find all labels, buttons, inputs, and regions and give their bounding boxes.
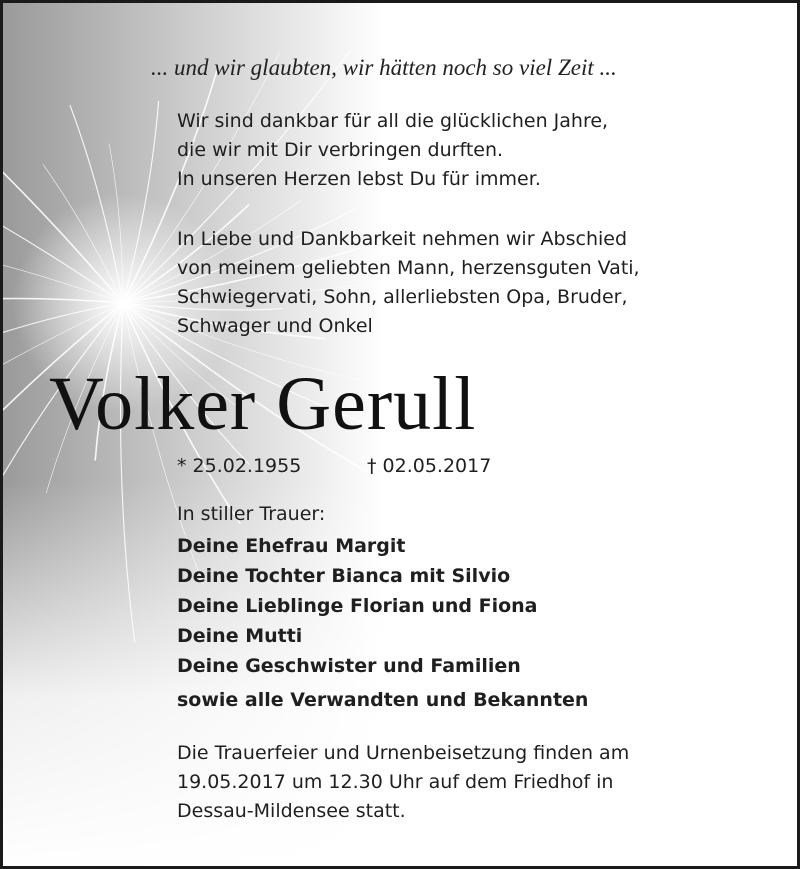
birth-date: * 25.02.1955 xyxy=(177,455,302,477)
deceased-name: Volker Gerull xyxy=(49,362,477,446)
mourner-item: Deine Mutti xyxy=(177,625,303,647)
mourner-item: sowie alle Verwandten und Bekannten xyxy=(177,689,589,711)
funeral-line: Dessau-Mildensee statt. xyxy=(177,800,406,822)
mourner-item: Deine Geschwister und Familien xyxy=(177,655,521,677)
funeral-line: Die Trauerfeier und Urnenbeisetzung finden am xyxy=(177,742,630,764)
funeral-info xyxy=(177,739,629,826)
death-date: † 02.05.2017 xyxy=(367,455,492,477)
mourner-item: Deine Lieblinge Florian und Fiona xyxy=(177,595,538,617)
funeral-line: 19.05.2017 um 12.30 Uhr auf dem Friedhof in xyxy=(177,771,614,793)
farewell-line: Schwiegervati, Sohn, allerliebsten Opa, Bruder, xyxy=(177,286,628,308)
gratitude-line: die wir mit Dir verbringen durften. xyxy=(177,139,504,161)
mourner-item: Deine Ehefrau Margit xyxy=(177,535,406,557)
farewell-line: Schwager und Onkel xyxy=(177,315,373,337)
mourning-intro: In stiller Trauer: xyxy=(177,503,326,525)
gratitude-line: In unseren Herzen lebst Du für immer. xyxy=(177,168,541,190)
mourner-item: Deine Tochter Bianca mit Silvio xyxy=(177,565,511,587)
farewell-paragraph xyxy=(177,225,640,341)
mourners-list xyxy=(177,531,588,715)
farewell-line: In Liebe und Dankbarkeit nehmen wir Abschied xyxy=(177,228,628,250)
gratitude-line: Wir sind dankbar für all die glücklichen Jahre, xyxy=(177,110,609,132)
gratitude-paragraph xyxy=(177,107,608,194)
notice-content xyxy=(3,3,800,869)
motto-text: ... und wir glaubten, wir hätten noch so viel Zeit ... xyxy=(151,55,617,80)
farewell-line: von meinem geliebten Mann, herzensguten Vati, xyxy=(177,257,640,279)
